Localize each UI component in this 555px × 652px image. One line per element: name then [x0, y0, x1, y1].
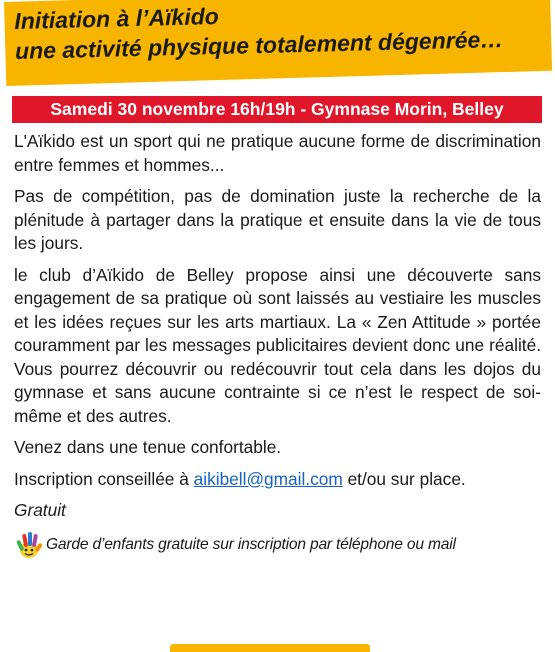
paragraph-club-offer: le club d’Aïkido de Belley propose ainsi une découverte sans engagement de sa pratique où sont laissés au vestiaire les muscles et les idées reçues sur les arts martiaux. La « Zen Attitude » portée couramment par les messages publicitaires devient donc une réalité. Vous pourrez découvrir ou redécouvrir tout cela dans les dojos du gymnase et sans aucune contrainte si ce n’est le respect de soi-même et des autres.	[14, 264, 541, 426]
registration-suffix: et/ou sur place.	[342, 468, 466, 489]
colorful-hand-icon	[14, 531, 44, 559]
event-banner: Samedi 30 novembre 16h/19h - Gymnase Morin, Belley	[12, 96, 542, 123]
registration-line	[14, 468, 541, 492]
registration-prefix: Inscription conseillée à	[14, 468, 194, 489]
paragraph-no-competition: Pas de compétition, pas de domination juste la recherche de la plénitude à partager dans la pratique et ensuite dans la vie de tous les jours.	[14, 186, 541, 253]
childcare-text: Garde d’enfants gratuite sur inscription par téléphone ou mail	[46, 535, 456, 553]
title-line-2: une activité physique totalement dégenrée…	[14, 26, 504, 64]
paragraph-intro: L'Aïkido est un sport qui ne pratique aucune forme de discrimination entre femmes et hommes...	[14, 131, 541, 175]
flyer-body	[14, 130, 541, 559]
paragraph-attire: Venez dans une tenue confortable.	[14, 437, 282, 457]
email-link[interactable]: aikibell@gmail.com	[193, 468, 343, 489]
price-label: Gratuit	[14, 500, 66, 520]
title-line-1: Initiation à l’Aïkido	[14, 3, 220, 34]
childcare-note	[14, 531, 541, 559]
